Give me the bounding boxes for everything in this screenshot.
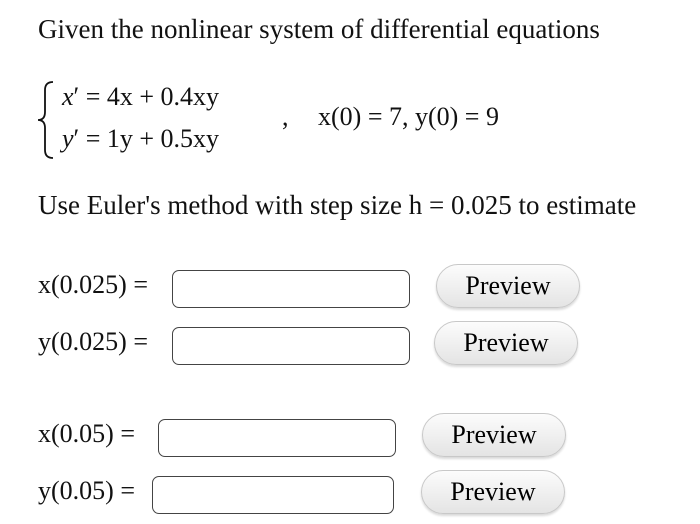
answer-label: x(0.025) = (38, 270, 148, 299)
eq2-lhs: y (62, 124, 74, 153)
preview-button[interactable]: Preview (422, 413, 566, 457)
method-instructions: Use Euler's method with step size h = 0.025 to estimate (38, 190, 637, 220)
preview-button[interactable]: Preview (436, 264, 580, 308)
answer-input-x-005[interactable] (158, 419, 396, 457)
equation-system (36, 78, 596, 164)
eq2-rhs: = 1y + 0.5xy (85, 124, 220, 153)
left-brace (36, 80, 56, 160)
initial-conditions: x(0) = 7, y(0) = 9 (318, 102, 499, 131)
answer-label: y(0.05) = (38, 476, 135, 505)
eq1-lhs: x (62, 82, 74, 111)
preview-button[interactable]: Preview (421, 470, 565, 514)
answer-label: y(0.025) = (38, 327, 148, 356)
eq2-prime: ′ (73, 124, 80, 153)
problem-intro: Given the nonlinear system of differential equations (38, 14, 600, 44)
eq1-rhs: = 4x + 0.4xy (85, 82, 220, 111)
system-comma: , (282, 102, 289, 131)
answer-label: x(0.05) = (38, 419, 135, 448)
answer-input-y-005[interactable] (152, 476, 394, 514)
preview-button[interactable]: Preview (434, 321, 578, 365)
eq1-prime: ′ (73, 82, 80, 111)
answer-input-y-0025[interactable] (172, 327, 410, 365)
equation-y (62, 124, 219, 154)
equation-x (62, 82, 219, 112)
answer-input-x-0025[interactable] (172, 270, 410, 308)
